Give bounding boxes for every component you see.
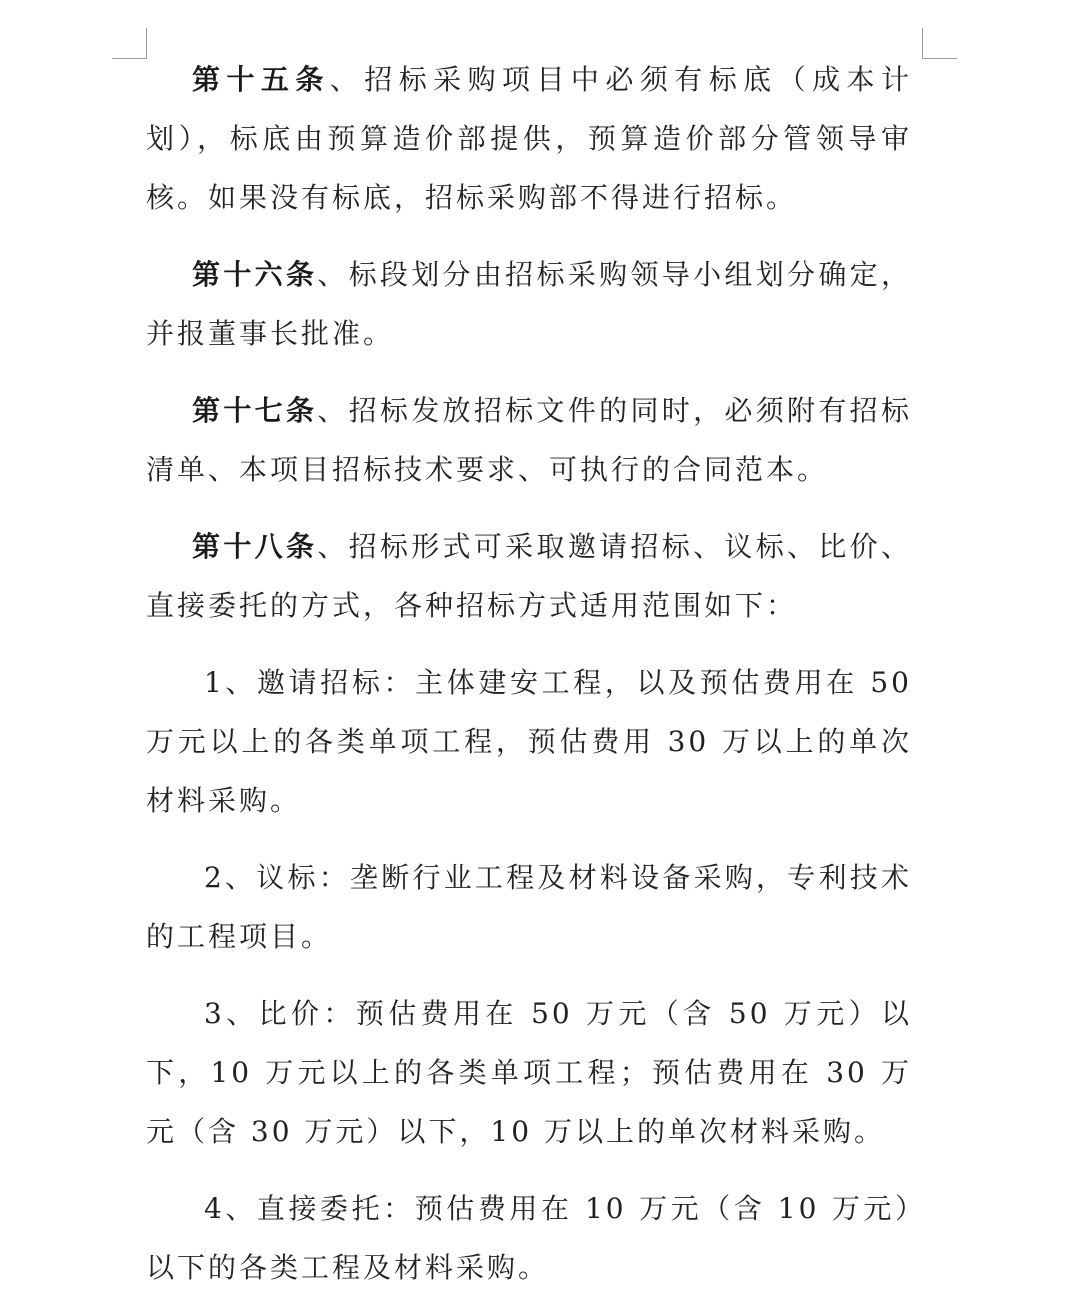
article-text: 、招标形式可采取邀请招标、议标、比价、直接委托的方式，各种招标方式适用范围如下： [146,530,912,622]
article-text: 、招标发放招标文件的同时，必须附有招标清单、本项目招标技术要求、可执行的合同范本。 [146,394,912,486]
article-17 [146,381,912,499]
article-text: 、标段划分由招标采购领导小组划分确定，并报董事长批准。 [146,258,912,350]
article-heading: 第十八条 [192,530,318,563]
crop-mark-top-left [112,28,147,59]
article-15 [146,50,912,227]
list-item-direct-commission: 4、直接委托：预估费用在 10 万元（含 10 万元）以下的各类工程及材料采购。 [146,1192,912,1284]
article-heading: 第十五条 [192,63,330,96]
article-text: 、招标采购项目中必须有标底（成本计划），标底由预算造价部提供，预算造价部分管领导审核。如果没有标底，招标采购部不得进行招标。 [146,63,912,214]
document-body [146,50,912,1297]
article-heading: 第十七条 [192,394,318,427]
crop-mark-top-right [922,28,957,59]
list-item-negotiated-bidding: 2、议标：垄断行业工程及材料设备采购，专利技术的工程项目。 [146,861,912,953]
article-16 [146,245,912,363]
list-item-invited-bidding: 1、邀请招标：主体建安工程，以及预估费用在 50 万元以上的各类单项工程，预估费用 30 万以上的单次材料采购。 [146,666,912,817]
article-heading: 第十六条 [192,258,318,291]
article-18 [146,517,912,635]
list-item-price-comparison: 3、比价：预估费用在 50 万元（含 50 万元）以下，10 万元以上的各类单项工程；预估费用在 30 万元（含 30 万元）以下，10 万以上的单次材料采购。 [146,997,912,1148]
